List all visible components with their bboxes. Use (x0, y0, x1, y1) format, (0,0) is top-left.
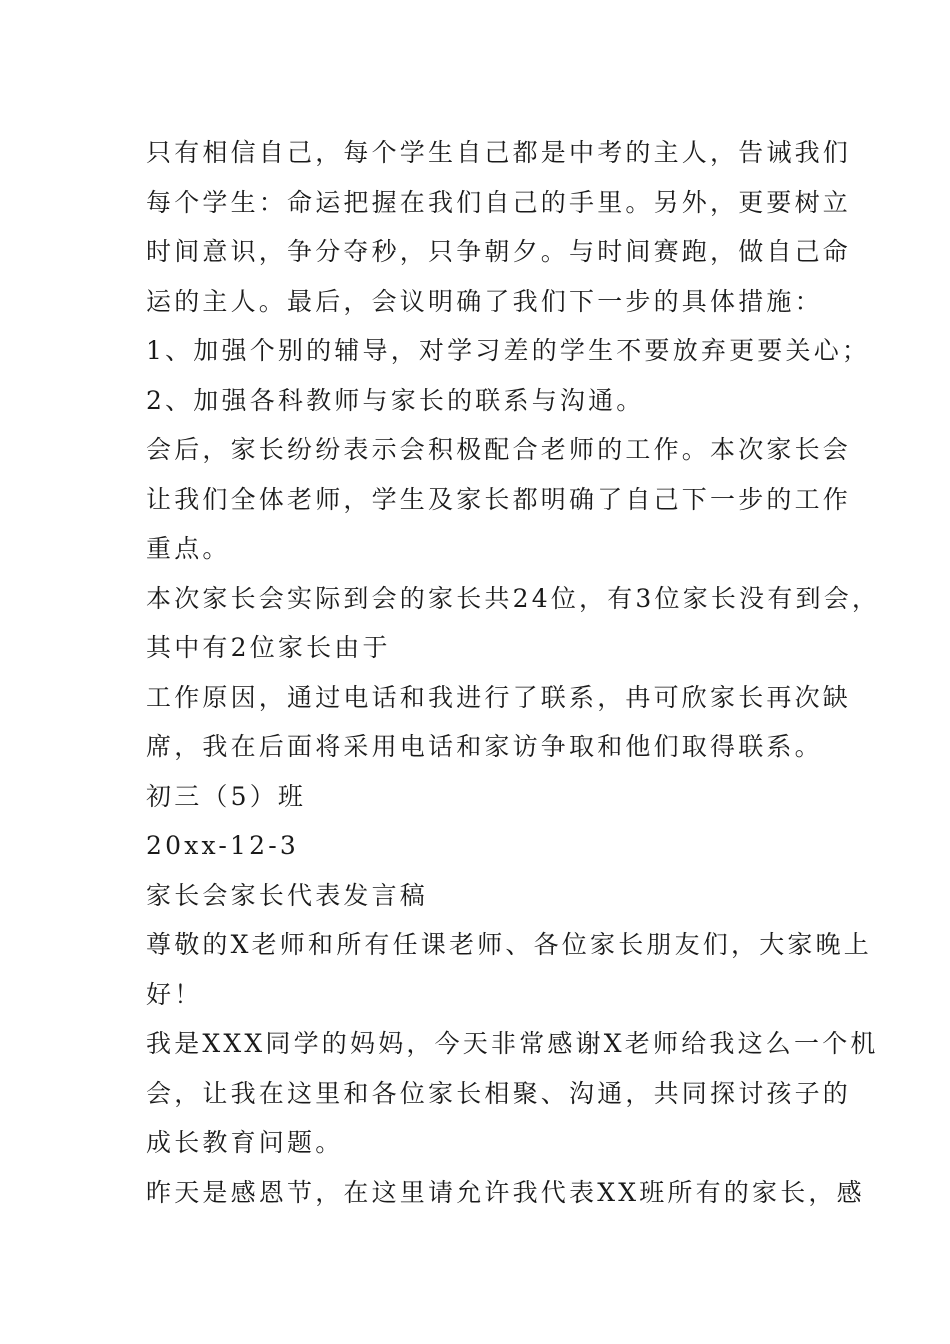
text-line: 每个学生：命运把握在我们自己的手里。另外，更要树立 (146, 187, 852, 217)
class-signature: 初三（5）班 (146, 781, 307, 811)
text-line: 让我们全体老师，学生及家长都明确了自己下一步的工作 (146, 484, 852, 514)
text-line: 重点。 (146, 534, 231, 563)
date-line: 20xx-12-3 (146, 831, 299, 860)
text-line: 好！ (146, 979, 203, 1009)
text-line: 会，让我在这里和各位家长相聚、沟通，共同探讨孩子的 (146, 1078, 852, 1108)
text-line: 1、加强个别的辅导，对学习差的学生不要放弃更要关心； (146, 336, 871, 365)
text-line: 成长教育问题。 (146, 1128, 344, 1157)
text-line: 其中有2位家长由于 (146, 633, 391, 662)
document-body (146, 128, 881, 1217)
text-line: 只有相信自己，每个学生自己都是中考的主人，告诫我们 (146, 138, 852, 167)
text-line: 尊敬的X老师和所有任课老师、各位家长朋友们，大家晚上 (146, 930, 873, 959)
text-line: 本次家长会实际到会的家长共24位，有3位家长没有到会， (146, 583, 881, 613)
text-line: 我是XXX同学的妈妈，今天非常感谢X老师给我这么一个机 (146, 1029, 879, 1058)
text-line: 时间意识，争分夺秒，只争朝夕。与时间赛跑，做自己命 (146, 237, 852, 266)
text-line: 2、加强各科教师与家长的联系与沟通。 (146, 385, 645, 415)
text-line: 运的主人。最后，会议明确了我们下一步的具体措施： (146, 286, 823, 316)
text-line: 席，我在后面将采用电话和家访争取和他们取得联系。 (146, 732, 823, 761)
text-line: 昨天是感恩节，在这里请允许我代表XX班所有的家长，感 (146, 1177, 865, 1207)
section-title: 家长会家长代表发言稿 (146, 880, 429, 910)
text-line: 工作原因，通过电话和我进行了联系，冉可欣家长再次缺 (146, 682, 852, 712)
text-line: 会后，家长纷纷表示会积极配合老师的工作。本次家长会 (146, 435, 852, 464)
